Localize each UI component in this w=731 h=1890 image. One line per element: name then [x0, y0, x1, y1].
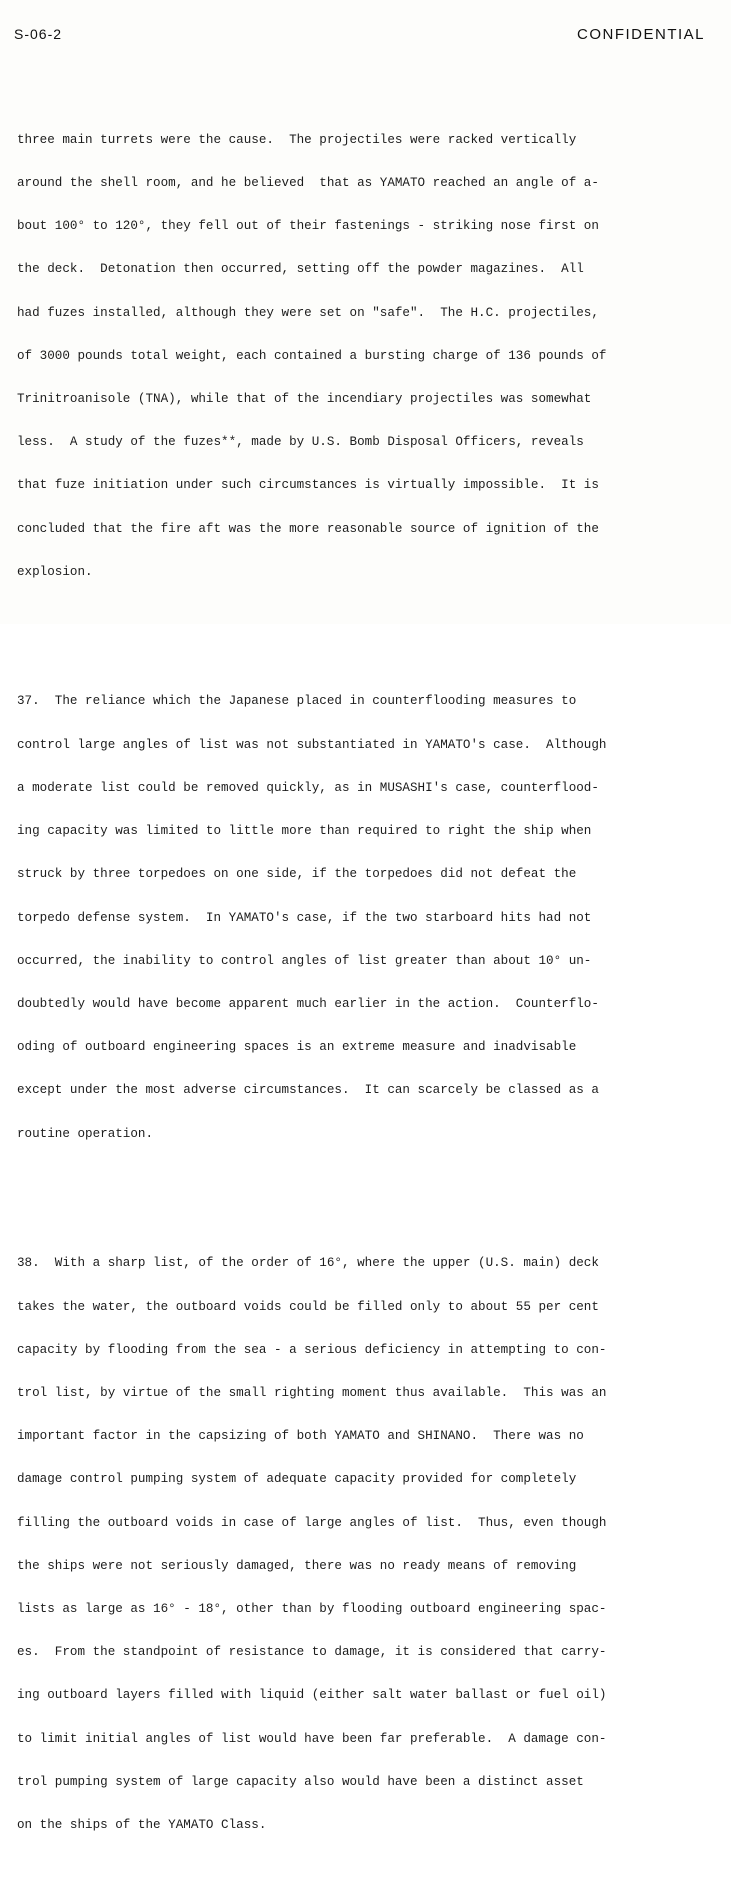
text-line: on the ships of the YAMATO Class. — [17, 1818, 267, 1833]
text-line: the ships were not seriously damaged, there was no ready means of removing — [17, 1558, 577, 1573]
text-line: control large angles of list was not substantiated in YAMATO's case. Although — [17, 737, 607, 752]
text-line: struck by three torpedoes on one side, if the torpedoes did not defeat the — [17, 867, 577, 882]
text-line: explosion. — [17, 564, 93, 579]
text-line: of 3000 pounds total weight, each contained a bursting charge of 136 pounds of — [17, 348, 607, 363]
text-line: capacity by flooding from the sea - a serious deficiency in attempting to con- — [17, 1342, 607, 1357]
text-line: the deck. Detonation then occurred, setting off the powder magazines. All — [17, 262, 584, 277]
text-line: around the shell room, and he believed that as YAMATO reached an angle of a- — [17, 175, 599, 190]
text-line: occurred, the inability to control angles of list greater than about 10° un- — [17, 953, 592, 968]
text-line: torpedo defense system. In YAMATO's case, if the two starboard hits had not — [17, 910, 592, 925]
text-line: trol pumping system of large capacity also would have been a distinct asset — [17, 1774, 584, 1789]
classification-marking: CONFIDENTIAL — [576, 26, 705, 43]
text-line: damage control pumping system of adequate capacity provided for completely — [17, 1472, 577, 1487]
text-line: filling the outboard voids in case of large angles of list. Thus, even though — [17, 1515, 607, 1530]
text-line: bout 100° to 120°, they fell out of their fastenings - striking nose first on — [17, 219, 599, 234]
text-line: to limit initial angles of list would have been far preferable. A damage con- — [17, 1731, 607, 1746]
text-line: takes the water, the outboard voids could be filled only to about 55 per cent — [17, 1299, 599, 1314]
text-line: routine operation. — [17, 1126, 154, 1141]
text-line: es. From the standpoint of resistance to damage, it is considered that carry- — [17, 1645, 607, 1660]
paragraph-37 — [17, 666, 707, 1170]
text-line: 37. The reliance which the Japanese placed in counterflooding measures to — [17, 694, 577, 709]
paragraph-38 — [17, 1227, 707, 1861]
text-line: had fuzes installed, although they were set on "safe". The H.C. projectiles, — [17, 305, 599, 320]
text-line: concluded that the fire aft was the more reasonable source of ignition of the — [17, 521, 599, 536]
text-line: three main turrets were the cause. The projectiles were racked vertically — [17, 132, 577, 147]
text-line: ing outboard layers filled with liquid (either salt water ballast or fuel oil) — [17, 1688, 607, 1703]
document-number: S-06-2 — [14, 26, 63, 42]
text-line: 38. With a sharp list, of the order of 16°, where the upper (U.S. main) deck — [17, 1256, 599, 1271]
text-line: oding of outboard engineering spaces is an extreme measure and inadvisable — [17, 1040, 577, 1055]
text-line: a moderate list could be removed quickly, as in MUSASHI's case, counterflood- — [17, 780, 599, 795]
document-body — [17, 75, 707, 1890]
text-line: doubtedly would have become apparent much earlier in the action. Counterflo- — [17, 996, 599, 1011]
text-line: Trinitroanisole (TNA), while that of the incendiary projectiles was somewhat — [17, 391, 592, 406]
text-line: less. A study of the fuzes**, made by U.S. Bomb Disposal Officers, reveals — [17, 435, 584, 450]
text-line: ing capacity was limited to little more than required to right the ship when — [17, 824, 592, 839]
text-line: lists as large as 16° - 18°, other than by flooding outboard engineering spac- — [17, 1602, 607, 1617]
paragraph-continuation — [17, 104, 707, 608]
text-line: trol list, by virtue of the small righting moment thus available. This was an — [17, 1385, 607, 1400]
text-line: except under the most adverse circumstances. It can scarcely be classed as a — [17, 1083, 599, 1098]
text-line: that fuze initiation under such circumstances is virtually impossible. It is — [17, 478, 599, 493]
text-line: important factor in the capsizing of both YAMATO and SHINANO. There was no — [17, 1429, 584, 1444]
